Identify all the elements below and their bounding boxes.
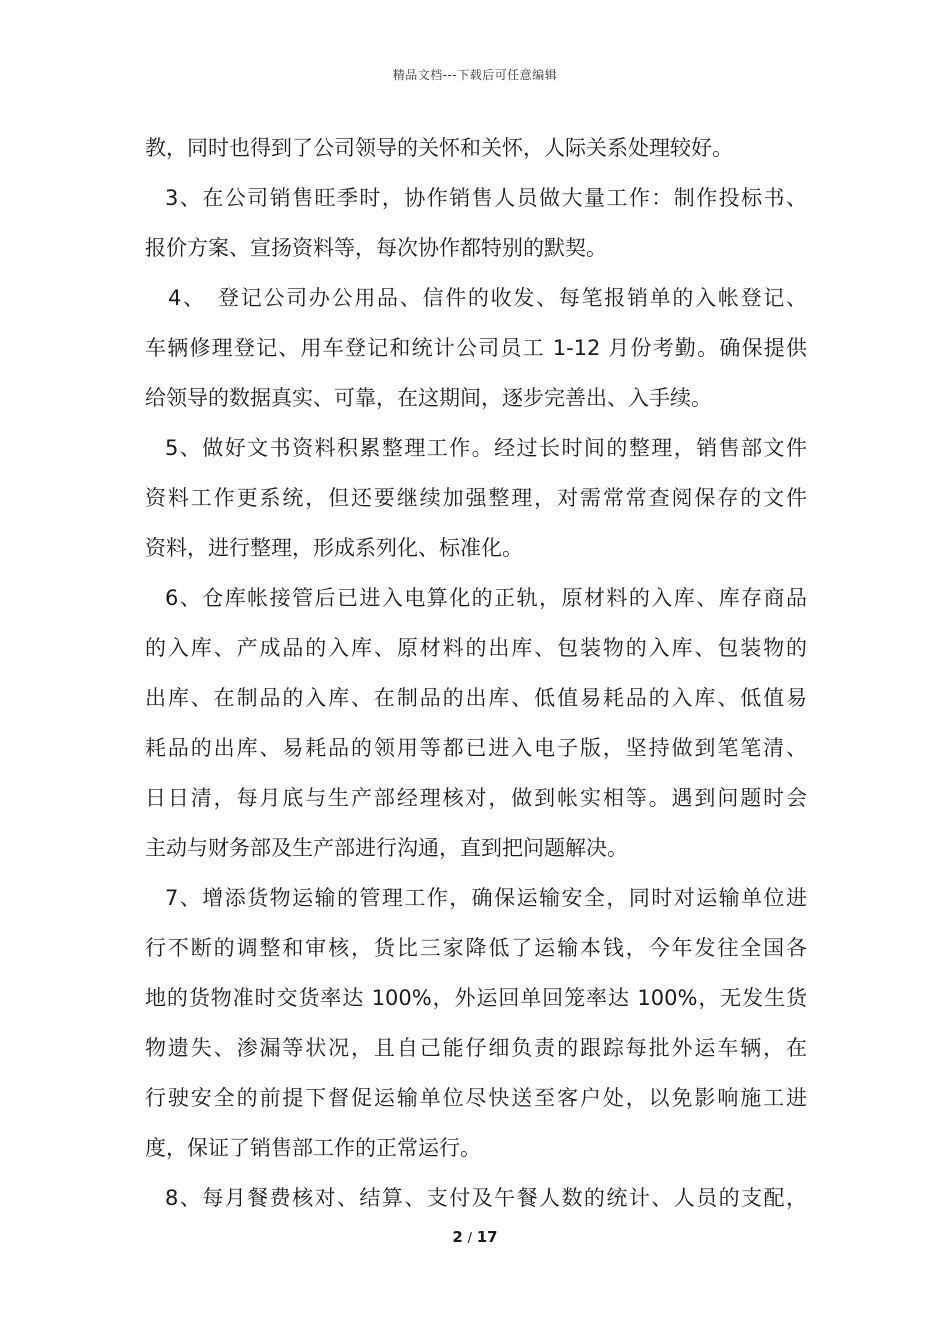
- paragraph-line: 给领导的数据真实、可靠，在这期间，逐步完善出、入手续。: [145, 386, 712, 410]
- paragraph-line: 7、增添货物运输的管理工作，确保运输安全，同时对运输单位进: [165, 886, 807, 910]
- paragraph-line: 行不断的调整和审核，货比三家降低了运输本钱，今年发往全国各: [145, 936, 807, 960]
- paragraph-line: 日日清，每月底与生产部经理核对，做到帐实相等。遇到问题时会: [145, 786, 807, 810]
- page-separator: /: [467, 1231, 472, 1246]
- paragraph-line: 地的货物准时交货率达 100%，外运回单回笼率达 100%，无发生货: [145, 986, 807, 1010]
- paragraph-line: 物遗失、渗漏等状况，且自己能仔细负责的跟踪每批外运车辆，在: [145, 1036, 807, 1060]
- paragraph-line: 3、在公司销售旺季时，协作销售人员做大量工作：制作投标书、: [165, 186, 807, 210]
- paragraph-line: 5、做好文书资料积累整理工作。经过长时间的整理，销售部文件: [165, 436, 807, 460]
- page-header: 精品文档---下载后可任意编辑: [392, 68, 558, 82]
- current-page-number: 2: [452, 1228, 463, 1246]
- paragraph-line: 6、仓库帐接管后已进入电算化的正轨，原材料的入库、库存商品: [165, 586, 807, 610]
- paragraph-line: 出库、在制品的入库、在制品的出库、低值易耗品的入库、低值易: [145, 686, 807, 710]
- paragraph-line: 报价方案、宣扬资料等，每次协作都特别的默契。: [145, 236, 607, 260]
- paragraph-line: 耗品的出库、易耗品的领用等都已进入电子版，坚持做到笔笔清、: [145, 736, 807, 760]
- paragraph-line: 教，同时也得到了公司领导的关怀和关怀，人际关系处理较好。: [145, 136, 733, 160]
- paragraph-line: 车辆修理登记、用车登记和统计公司员工 1-12 月份考勤。确保提供: [145, 336, 807, 360]
- page-number: [0, 1228, 950, 1246]
- paragraph-line: 行驶安全的前提下督促运输单位尽快送至客户处，以免影响施工进: [145, 1086, 807, 1110]
- document-body: [145, 129, 807, 1229]
- paragraph-line: 资料工作更系统，但还要继续加强整理，对需常常查阅保存的文件: [145, 486, 807, 510]
- paragraph-line: 主动与财务部及生产部进行沟通，直到把问题解决。: [145, 836, 628, 860]
- paragraph-line: 8、每月餐费核对、结算、支付及午餐人数的统计、人员的支配，: [165, 1186, 807, 1210]
- paragraph-line: 的入库、产成品的入库、原材料的出库、包装物的入库、包装物的: [145, 636, 807, 660]
- paragraph-line: 4、 登记公司办公用品、信件的收发、每笔报销单的入帐登记、: [168, 286, 807, 310]
- total-pages-number: 17: [476, 1228, 498, 1246]
- paragraph-line: 资料，进行整理，形成系列化、标准化。: [145, 536, 523, 560]
- paragraph-line: 度，保证了销售部工作的正常运行。: [145, 1136, 481, 1160]
